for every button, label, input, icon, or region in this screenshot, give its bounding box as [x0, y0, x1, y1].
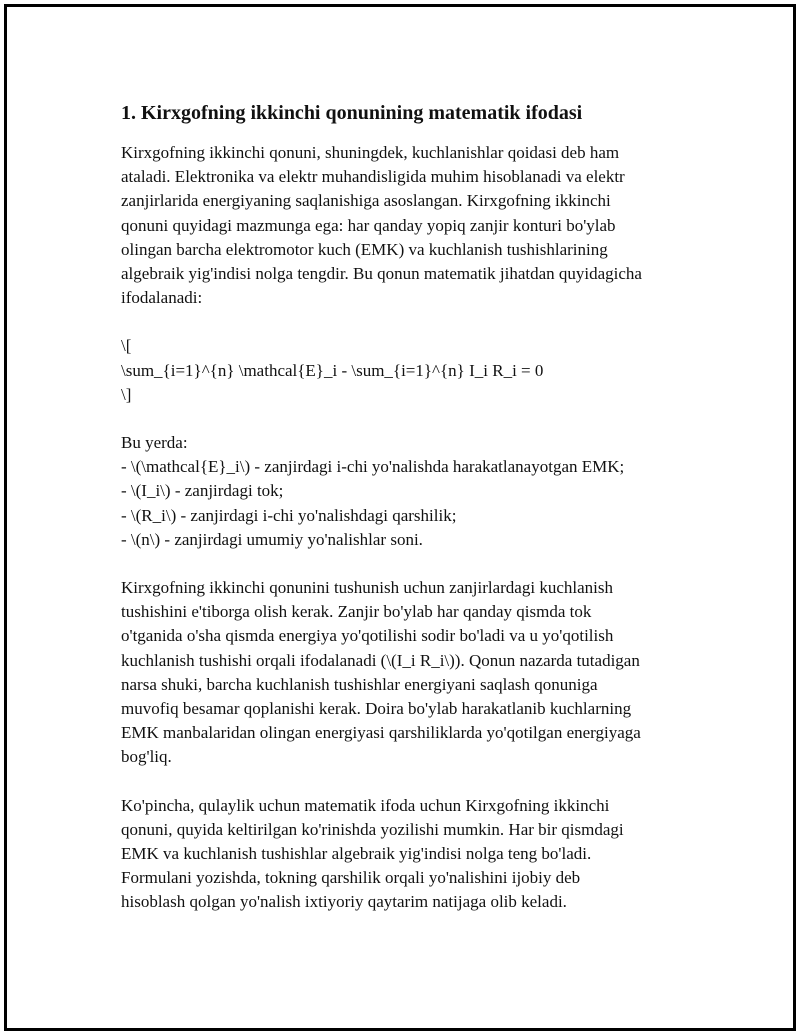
formula-open: \[: [121, 336, 132, 356]
text-line: EMK manbalaridan olingan energiyasi qarshiliklarda yo'qotilgan energiyaga: [121, 723, 641, 743]
text-line: kuchlanish tushishi orqali ifodalanadi (\(I_i R_i\)). Qonun nazarda tutadigan: [121, 650, 640, 670]
text-line: qonuni quyidagi mazmunga ega: har qanday yopiq zanjir konturi bo'ylab: [121, 215, 616, 235]
closing-paragraph: [121, 794, 701, 915]
section-heading: 1. Kirxgofning ikkinchi qonunining matematik ifodasi: [121, 102, 583, 124]
text-line: hisoblash qolgan yo'nalish ixtiyoriy qaytarim natijaga olib keladi.: [121, 892, 567, 912]
text-line: ataladi. Elektronika va elektr muhandisligida muhim hisoblanadi va elektr: [121, 167, 625, 187]
text-line: qonuni, quyida keltirilgan ko'rinishda yozilishi mumkin. Har bir qismdagi: [121, 819, 624, 839]
explanation-paragraph: [121, 576, 701, 770]
definition-item: - \(n\) - zanjirdagi umumiy yo'nalishlar soni.: [121, 529, 423, 549]
formula-close: \]: [121, 384, 132, 404]
document-body: [121, 99, 701, 939]
text-line: Ko'pincha, qulaylik uchun matematik ifoda uchun Kirxgofning ikkinchi: [121, 795, 610, 815]
text-line: olingan barcha elektromotor kuch (EMK) va kuchlanish tushishlarining: [121, 239, 608, 259]
text-line: zanjirlarida energiyaning saqlanishiga asoslangan. Kirxgofning ikkinchi: [121, 191, 611, 211]
intro-paragraph: [121, 141, 701, 310]
text-line: algebraik yig'indisi nolga tengdir. Bu qonun matematik jihatdan quyidagicha: [121, 264, 642, 284]
text-line: Formulani yozishda, tokning qarshilik orqali yo'nalishini ijobiy deb: [121, 868, 581, 888]
definition-item: - \(\mathcal{E}_i\) - zanjirdagi i-chi yo'nalishda harakatlanayotgan EMK;: [121, 457, 625, 477]
text-line: ifodalanadi:: [121, 288, 203, 308]
page-border: [4, 4, 796, 1031]
text-line: narsa shuki, barcha kuchlanish tushishlar energiyani saqlash qonuniga: [121, 674, 598, 694]
definitions-intro: Bu yerda:: [121, 433, 188, 453]
formula-block: [121, 334, 701, 407]
definitions-list: [121, 431, 701, 552]
text-line: Kirxgofning ikkinchi qonuni, shuningdek, kuchlanishlar qoidasi deb ham: [121, 143, 620, 162]
text-line: tushishini e'tiborga olish kerak. Zanjir bo'ylab har qanday qismda tok: [121, 602, 592, 622]
formula-expression: \sum_{i=1}^{n} \mathcal{E}_i - \sum_{i=1}^{n} I_i R_i = 0: [121, 360, 544, 380]
definition-item: - \(R_i\) - zanjirdagi i-chi yo'nalishdagi qarshilik;: [121, 505, 457, 525]
text-line: bog'liq.: [121, 747, 172, 767]
text-line: Kirxgofning ikkinchi qonunini tushunish uchun zanjirlardagi kuchlanish: [121, 578, 613, 598]
text-line: EMK va kuchlanish tushishlar algebraik yig'indisi nolga teng bo'ladi.: [121, 844, 592, 864]
definition-item: - \(I_i\) - zanjirdagi tok;: [121, 481, 284, 501]
text-line: o'tganida o'sha qismda energiya yo'qotilishi sodir bo'ladi va u yo'qotilish: [121, 626, 614, 646]
text-line: muvofiq besamar qoplanishi kerak. Doira bo'ylab harakatlanib kuchlarning: [121, 699, 632, 719]
